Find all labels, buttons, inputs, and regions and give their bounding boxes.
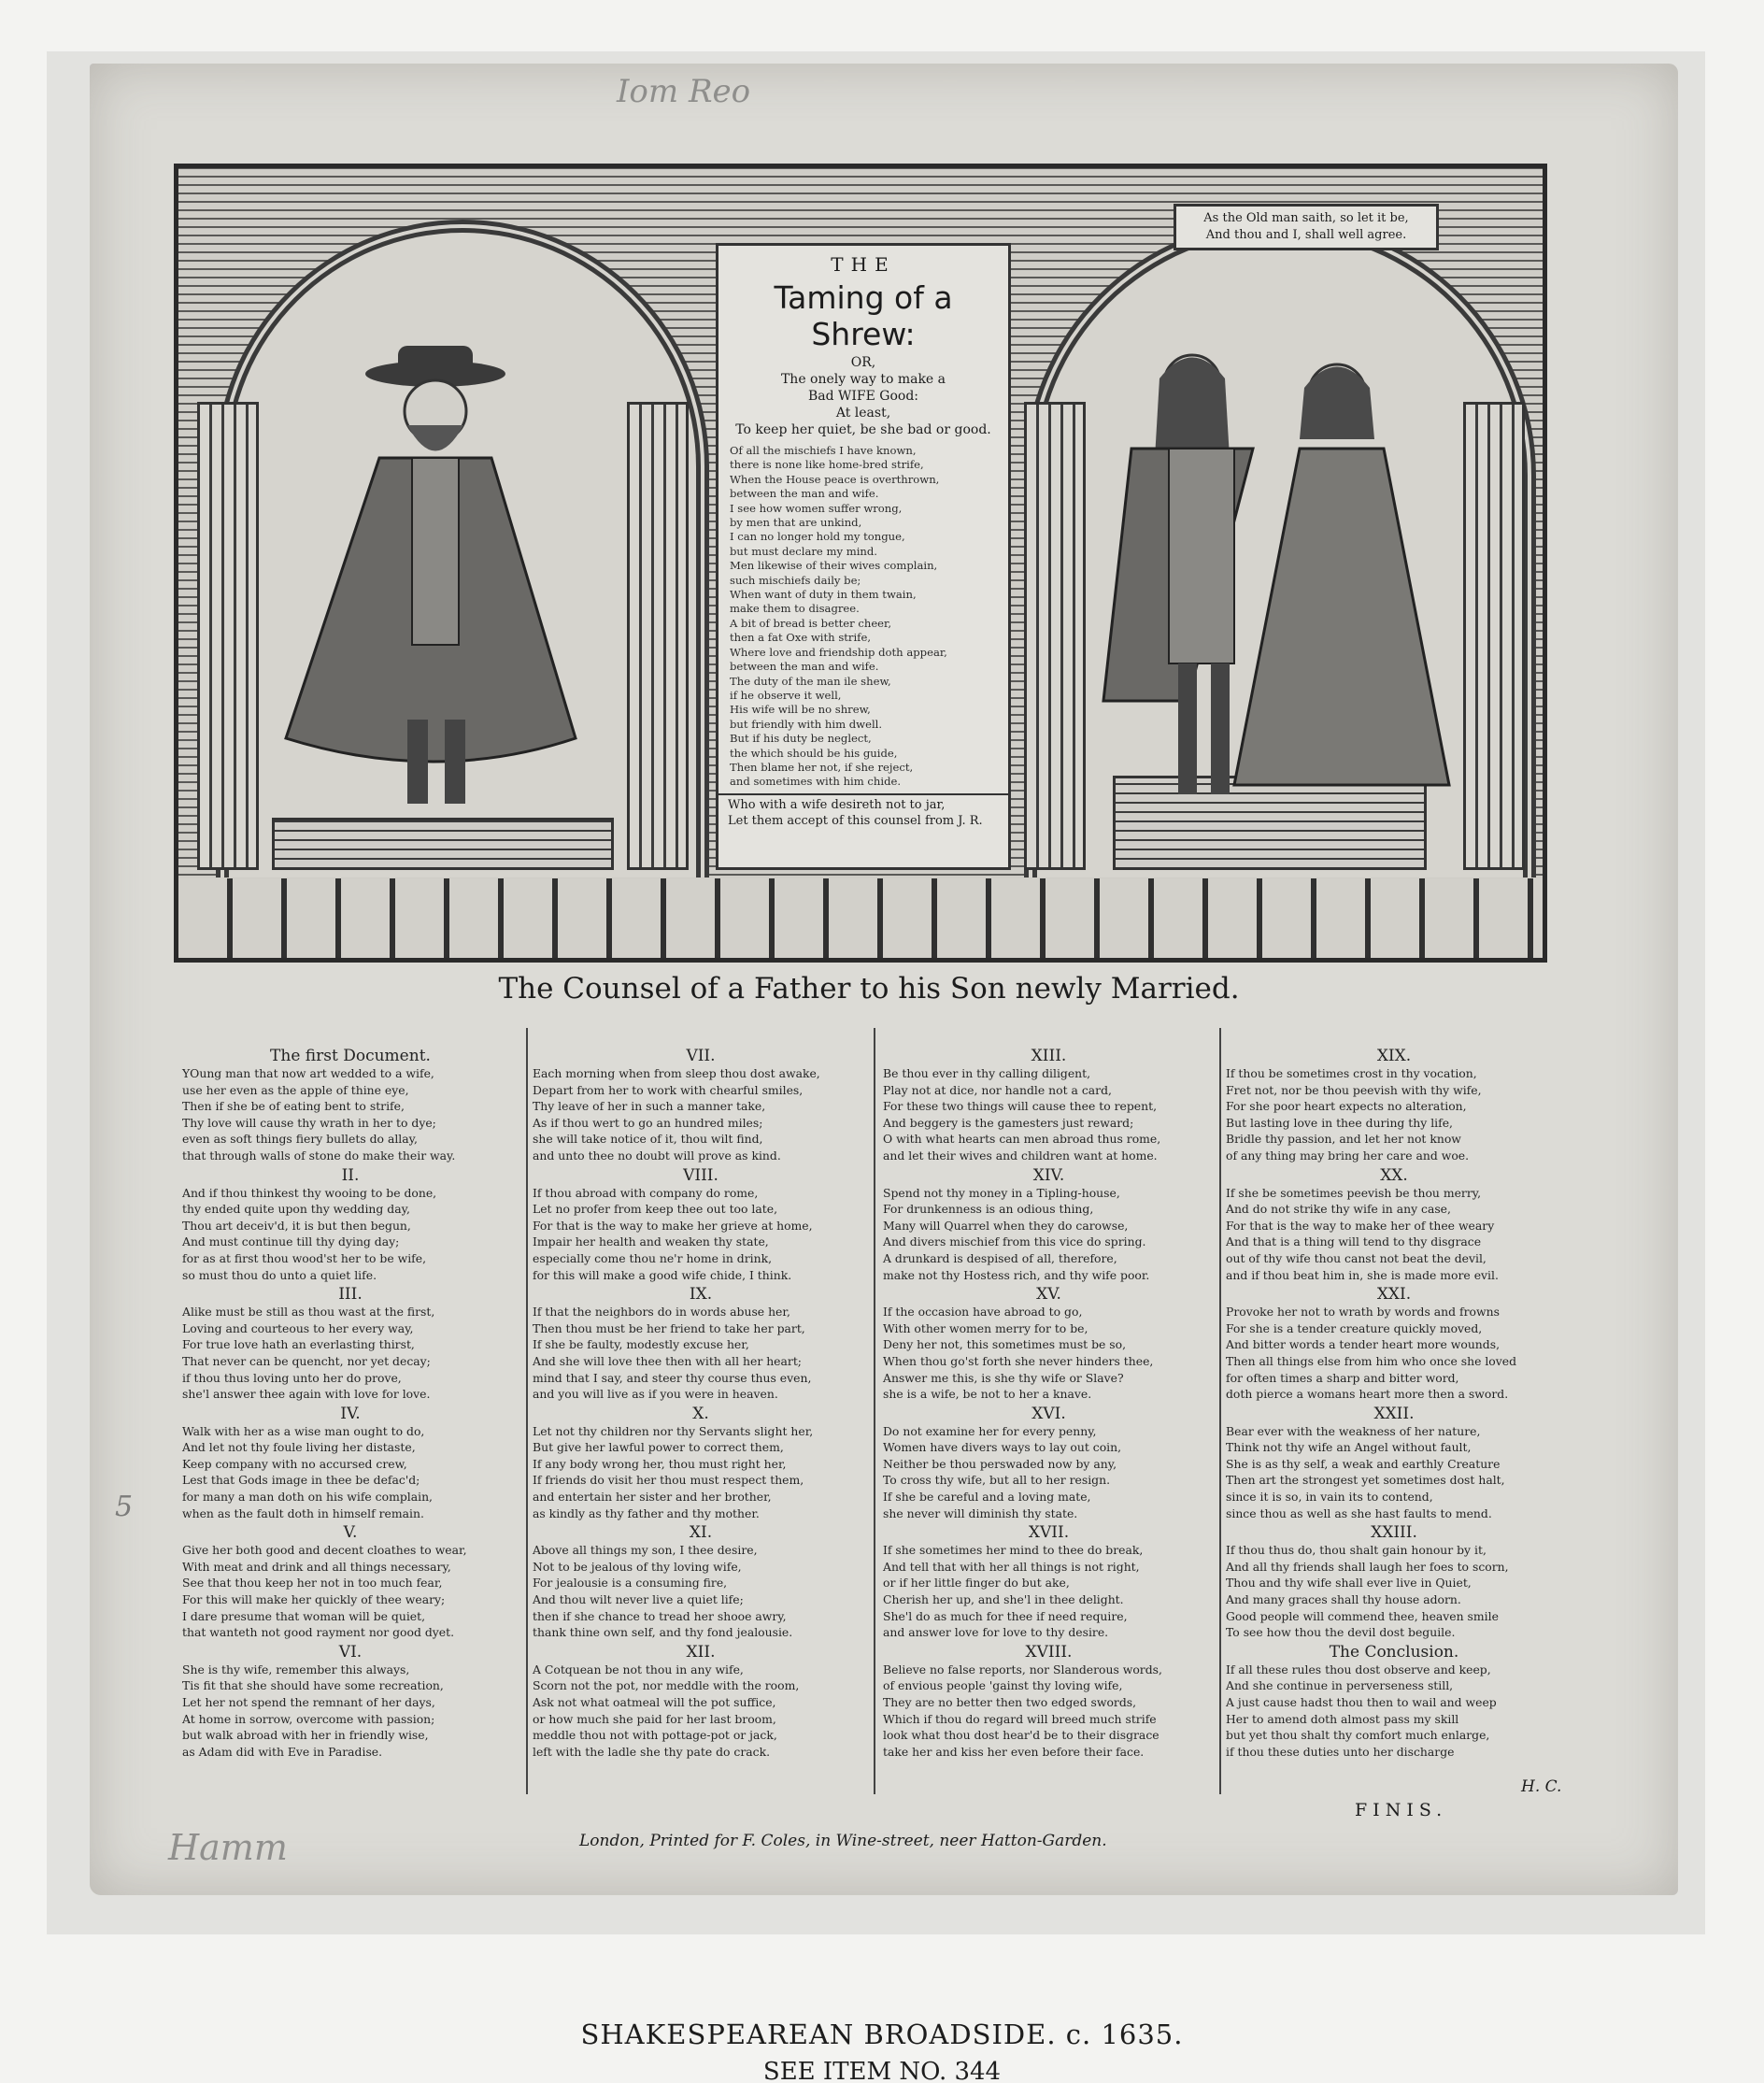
woodcut-illustration <box>174 164 1547 963</box>
speech-label: As the Old man saith, so let it be, And thou and I, shall well agree. <box>1174 204 1439 250</box>
leg <box>1178 663 1197 794</box>
stanza-number: XXIII. <box>1371 1523 1417 1543</box>
doublet <box>412 458 459 645</box>
stanza-number: VI. <box>338 1642 363 1662</box>
stanza <box>182 1523 519 1641</box>
stanza-text: If thou thus do, thou shalt gain honour by it, And all thy friends shall laugh her foes to scorn, Thou and thy wife shall ever live in Quiet, And many graces shall thy house adorn. Good people will commend thee, heaven smile To see how thou the devil dost beguile. <box>1226 1543 1509 1640</box>
stanza <box>182 1405 519 1522</box>
beard <box>407 425 463 451</box>
stanza-number: IX. <box>689 1285 713 1305</box>
stanza-number: XIV. <box>1032 1165 1065 1185</box>
column-3 <box>883 1045 1215 1760</box>
hair <box>1300 367 1374 440</box>
photo-caption: SHAKESPEAREAN BROADSIDE. c. 1635. <box>580 2019 1184 2050</box>
stanza <box>533 1643 869 1761</box>
column-1 <box>182 1045 519 1760</box>
stanza-text: She is thy wife, remember this always, Tis fit that she should have some recreation, Let her not spend the remnant of her days, At home in sorrow, overcome with passion; but walk abroad with her in friendly wise, as Adam did with Eve in Paradise. <box>182 1662 444 1759</box>
stanza-number: XI. <box>689 1523 713 1543</box>
stanza-text: Above all things my son, I thee desire, Not to be jealous of thy loving wife, For jealousie is a consuming fire, And thou wilt never live a quiet life; then if she chance to tread her shooe awry, thank thine own self, and thy fond jealousie. <box>533 1543 793 1640</box>
stanza-number: XIX. <box>1376 1047 1412 1065</box>
stanza-text: If thou abroad with company do rome, Let no profer from keep thee out too late, For that is the way to make her grieve at home, Impair her health and weaken thy state, especially come thou ne'r home in drink, for this will make a good wife chide, I think. <box>533 1185 813 1282</box>
stanza-text: If she sometimes her mind to thee do break, And tell that with her all things is not right, or if her little finger do but ake, Cherish her up, and she'l in thee delight. She'l do as much for thee if need require, and answer love for love to thy desire. <box>883 1543 1144 1640</box>
stanza <box>533 1523 869 1641</box>
stanza-number: XIII. <box>1031 1047 1067 1065</box>
stanza <box>182 1285 519 1403</box>
finis: FINIS. <box>1355 1800 1448 1820</box>
stanza-number: The Conclusion. <box>1329 1642 1459 1662</box>
stanza-number: The first Document. <box>270 1047 431 1065</box>
stanza <box>533 1285 869 1403</box>
stanza-number: II. <box>341 1165 360 1185</box>
long-hair <box>1155 358 1230 459</box>
stanza-text: Let not thy children nor thy Servants slight her, But give her lawful power to correct them, If any body wrong her, thou must right her, If friends do visit her thou must respect them, and entertain her sister and her brother, as kindly as thy father and thy mother. <box>533 1423 814 1520</box>
stanza-text: Be thou ever in thy calling diligent, Play not at dice, nor handle not a card, For these two things will cause thee to repent, And beggery is the gamesters just reward; O with what hearts can men abroad thus rome, and let their wives and children want at home. <box>883 1066 1161 1163</box>
gown <box>1234 449 1449 785</box>
couple-figures <box>1075 346 1468 813</box>
stanza <box>883 1285 1215 1403</box>
photo-caption-item: SEE ITEM NO. 344 <box>762 2058 1002 2083</box>
handwritten-scrawl-bottom: Hamm <box>168 1827 288 1868</box>
stanza-text: Believe no false reports, nor Slanderous words, of envious people 'gainst thy loving wife, They are no better then two edged swords, Which if thou do regard will breed much strife look what thou dost hear'd be to their disgrace take her and kiss her even before their face. <box>883 1662 1162 1759</box>
printer-imprint: London, Printed for F. Coles, in Wine-street, neer Hatton-Garden. <box>579 1832 1107 1850</box>
column-rule <box>526 1028 528 1794</box>
stanza-number: VIII. <box>683 1165 718 1185</box>
stanza <box>883 1523 1215 1641</box>
column-rule <box>1219 1028 1221 1794</box>
stanza <box>182 1643 519 1761</box>
leg <box>445 720 465 804</box>
stanza-text: Provoke her not to wrath by words and frowns For she is a tender creature quickly moved, And bitter words a tender heart more wounds, Then all things else from him who once she loved for often times a sharp and bitter word, doth pierce a womans heart more then a sword. <box>1226 1305 1517 1402</box>
stanza-text: If thou be sometimes crost in thy vocation, Fret not, nor be thou peevish with thy wife, For she poor heart expects no alteration, But lasting love in thee during thy life, Bridle thy passion, and let her not know of any thing may bring her care and woe. <box>1226 1066 1482 1163</box>
step <box>272 818 614 870</box>
stanza-text: Spend not thy money in a Tipling-house, For drunkenness is an odious thing, Many will Quarrel when they do carowse, And divers mischief from this vice do spring. A drunkard is despised of all, therefore, make not thy Hostess rich, and thy wife poor. <box>883 1185 1150 1282</box>
stanza-text: Give her both good and decent cloathes to wear, With meat and drink and all things necessary, See that thou keep her not in too much fear, For this will make her quickly of thee weary; I dare presume that woman will be quiet, that wanteth not good rayment nor good dyet. <box>182 1543 467 1640</box>
stanza-text: If that the neighbors do in words abuse her, Then thou must be her friend to take her part, If she be faulty, modestly excuse her, And she will love thee then with all her heart; mind that I say, and steer thy course thus even, and you will live as if you were in heaven. <box>533 1305 812 1402</box>
stanza <box>883 1405 1215 1522</box>
stanza-number: XII. <box>686 1642 716 1662</box>
old-man-figure <box>258 346 622 822</box>
stanza-number: XXII. <box>1373 1404 1415 1423</box>
hat-crown <box>398 346 473 374</box>
column-2 <box>533 1045 869 1760</box>
title-subtitle: OR, The onely way to make a Bad WIFE Good: At least, To keep her quiet, be she bad or good. <box>735 355 991 437</box>
panel-verse: Of all the mischiefs I have known, there is none like home-bred strife, When the House peace is overthrown, between the man and wife. I see how women suffer wrong, by men that are unkind, I can no longer hold my tongue, but must declare my mind. Men likewise of their wives complain, such mischiefs daily be; When want of duty in them twain, make them to disagree. A bit of bread is better cheer, then a fat Oxe with strife, Where love and friendship doth appear, between the man and wife. The duty of the man ile shew, if he observe it well, His wife will be no shrew, but friendly with him dwell. But if his duty be neglect, the which should be his guide, Then blame her not, if she reject, and sometimes with him chide. <box>730 444 947 789</box>
column-rule <box>874 1028 875 1794</box>
stanza <box>883 1047 1215 1164</box>
stanza <box>1226 1166 1562 1284</box>
stanza-number: IV. <box>340 1404 361 1423</box>
stanza <box>883 1166 1215 1284</box>
stanza <box>533 1047 869 1164</box>
stanza-number: XVIII. <box>1025 1642 1073 1662</box>
stanza-text: Each morning when from sleep thou dost awake, Depart from her to work with chearful smiles, Thy leave of her in such a manner take, As if thou wert to go an hundred miles; she will take notice of it, thou wilt find, and unto thee no doubt will prove as kind. <box>533 1066 820 1163</box>
stanza-text: If all these rules thou dost observe and keep, And she continue in perverseness still, A just cause hadst thou then to wail and weep Her to amend doth almost pass my skill but yet thou shalt thy comfort much enlarge, if thou these duties unto her discharge <box>1226 1662 1497 1759</box>
stanza-text: If the occasion have abroad to go, With other women merry for to be, Deny her not, this sometimes must be so, When thou go'st forth she never hinders thee, Answer me this, is she thy wife or Slave? she is a wife, be not to her a knave. <box>883 1305 1154 1402</box>
tiled-floor <box>178 878 1543 958</box>
stanza <box>182 1166 519 1284</box>
stanza-text: A Cotquean be not thou in any wife, Scorn not the pot, nor meddle with the room, Ask not what oatmeal will the pot suffice, or how much she paid for her last broom, meddle thou not with pottage-pot or jack, left with the ladle she thy pate do crack. <box>533 1662 800 1759</box>
stanza <box>533 1166 869 1284</box>
stanza <box>533 1405 869 1522</box>
doublet <box>1169 449 1234 663</box>
leg <box>1211 663 1230 794</box>
column-4 <box>1226 1045 1562 1760</box>
stanza <box>1226 1047 1562 1164</box>
stanza-number: XX. <box>1380 1165 1408 1185</box>
stanza-text: YOung man that now art wedded to a wife, use her even as the apple of thine eye, Then if she be of eating bent to strife, Thy love will cause thy wrath in her to dye; even as soft things fiery bullets do allay, that through walls of stone do make their way. <box>182 1066 456 1163</box>
title-panel <box>716 243 1011 870</box>
pillar <box>627 402 689 870</box>
stanza <box>1226 1523 1562 1641</box>
counsel-heading: The Counsel of a Father to his Son newly Married. <box>498 972 1240 1006</box>
stanza-text: If she be sometimes peevish be thou merry, And do not strike thy wife in any case, For that is the way to make her of thee weary And that is a thing will tend to thy disgrace out of thy wife thou canst not beat the devil, and if thou beat him in, she is made more evil. <box>1226 1185 1499 1282</box>
handwritten-scrawl-top: Iom Reo <box>617 73 751 110</box>
stanza <box>182 1047 519 1164</box>
stanza-number: III. <box>338 1285 363 1305</box>
stanza-number: XVI. <box>1031 1404 1066 1423</box>
stanza-text: Walk with her as a wise man ought to do, And let not thy foule living her distaste, Keep company with no accursed crew, Lest that Gods image in thee be defac'd; for many a man doth on his wife complain, when as the fault doth in himself remain. <box>182 1423 433 1520</box>
author-initials: H. C. <box>1521 1777 1562 1796</box>
stanza-number: XV. <box>1036 1285 1061 1305</box>
stanza <box>1226 1405 1562 1522</box>
stanza-number: V. <box>343 1523 358 1543</box>
leg <box>407 720 428 804</box>
stanza-number: XXI. <box>1376 1285 1412 1305</box>
stanza-text: Alike must be still as thou wast at the first, Loving and courteous to her every way, For true love hath an everlasting thirst, That never can be quencht, nor yet decay; if thou thus loving unto her do prove, she'l answer thee again with love for love. <box>182 1305 435 1402</box>
stanza-number: X. <box>692 1404 709 1423</box>
stanza-number: VII. <box>686 1047 716 1065</box>
panel-signature: Who with a wife desireth not to jar, Let them accept of this counsel from J. R. <box>718 793 1008 831</box>
stanza <box>1226 1285 1562 1403</box>
stanza-text: Bear ever with the weakness of her nature, Think not thy wife an Angel without fault, She is as thy self, a weak and earthly Creature Then art the strongest yet sometimes dost halt, since it is so, in vain its to contend, since thou as well as she hast faults to mend. <box>1226 1423 1505 1520</box>
title-main: Taming of a Shrew: <box>774 279 953 352</box>
stanza <box>1226 1643 1562 1761</box>
stanza-number: XVII. <box>1028 1523 1070 1543</box>
stanza <box>883 1643 1215 1761</box>
pillar <box>1463 402 1525 870</box>
margin-mark: 5 <box>115 1491 134 1523</box>
stanza-text: And if thou thinkest thy wooing to be done, thy ended quite upon thy wedding day, Thou art deceiv'd, it is but then begun, And must continue till thy dying day; for as at first thou wood'st her to be wife, so must thou do unto a quiet life. <box>182 1185 437 1282</box>
title-the: THE <box>831 253 896 276</box>
stanza-text: Do not examine her for every penny, Women have divers ways to lay out coin, Neither be thou perswaded now by any, To cross thy wife, but all to her resign. If she be careful and a loving mate, she never will diminish thy state. <box>883 1423 1122 1520</box>
pillar <box>197 402 259 870</box>
